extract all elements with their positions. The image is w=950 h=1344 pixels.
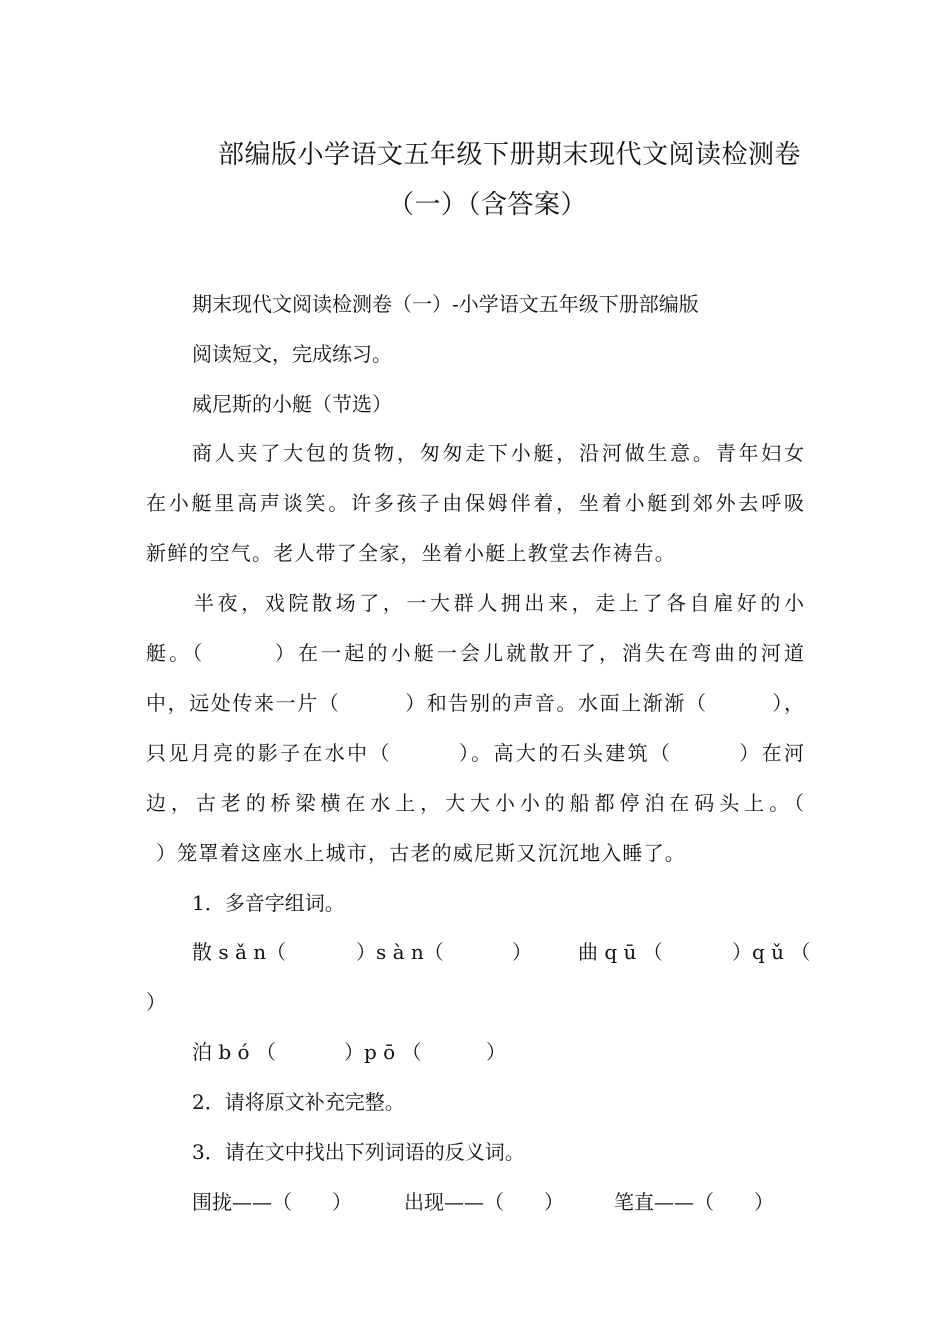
instruction-text: 阅读短文，完成练习。 — [192, 342, 392, 366]
passage-title: 威尼斯的小艇（节选） — [192, 392, 392, 416]
polyphone-blank: ）s à n（ — [356, 940, 444, 964]
document-title: 部编版小学语文五年级下册期末现代文阅读检测卷 — [218, 140, 802, 170]
passage-line: 只见月亮的影子在水中（ ）。高大的石头建筑（ ）在河 — [146, 741, 804, 765]
passage-line: 新鲜的空气。老人带了全家，坐着小艇上教堂去作祷告。 — [146, 541, 676, 565]
passage-line: 半夜，戏院散场了，一大群人拥出来，走上了各自雇好的小 — [194, 591, 804, 615]
document-title-suffix: （一）（含答案） — [388, 190, 588, 220]
polyphone-blank: 曲 q ū （ — [578, 940, 663, 964]
polyphone-blank: ）q ǔ （ — [732, 940, 811, 964]
passage-line: 中，远处传来一片（ ）和告别的声音。水面上渐渐（ ）， — [146, 691, 804, 715]
passage-line: 在小艇里高声谈笑。许多孩子由保姆伴着，坐着小艇到郊外去呼吸 — [146, 491, 804, 515]
polyphone-blank: 泊 b ó （ — [192, 1040, 276, 1064]
blank-close: ） — [146, 990, 166, 1014]
polyphone-blank: 散 s ǎ n（ — [192, 940, 287, 964]
antonym-item: 围拢——（ ） — [192, 1190, 352, 1214]
passage-line: 艇。（ ）在一起的小艇一会儿就散开了，消失在弯曲的河道 — [146, 641, 804, 665]
blank-close: ） — [512, 940, 532, 964]
passage-line: ）笼罩着这座水上城市，古老的威尼斯又沉沉地入睡了。 — [156, 841, 686, 865]
question-1-label: 1．多音字组词。 — [192, 891, 345, 915]
antonym-item: 出现——（ ） — [404, 1190, 564, 1214]
polyphone-blank: ）p ō （ — [344, 1040, 422, 1064]
question-3-label: 3．请在文中找出下列词语的反义词。 — [192, 1140, 525, 1164]
blank-close: ） — [486, 1040, 506, 1064]
passage-line: 边，古老的桥梁横在水上，大大小小的船都停泊在码头上。（ — [146, 791, 804, 815]
question-2-label: 2．请将原文补充完整。 — [192, 1090, 405, 1114]
antonym-item: 笔直——（ ） — [614, 1190, 774, 1214]
document-subtitle: 期末现代文阅读检测卷（一）-小学语文五年级下册部编版 — [192, 292, 699, 316]
passage-line: 商人夹了大包的货物，匆匆走下小艇，沿河做生意。青年妇女 — [192, 441, 804, 465]
